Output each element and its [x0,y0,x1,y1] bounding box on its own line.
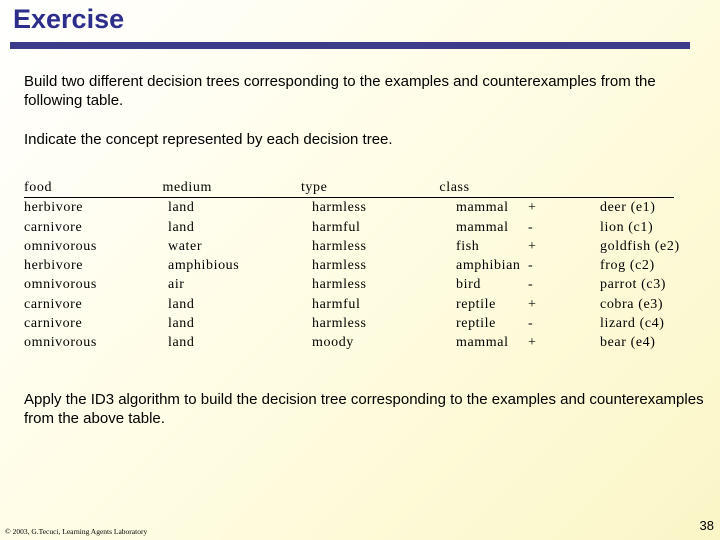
cell-type: harmless [312,238,367,254]
footer-copyright: © 2003, G.Tecuci, Learning Agents Laboratory [5,527,148,536]
cell-class: reptile [456,296,496,312]
cell-label: + [528,238,537,254]
cell-type: harmless [312,316,367,332]
cell-food: carnivore [24,316,83,332]
slide-title: Exercise [13,4,125,34]
cell-type: harmless [312,258,367,274]
header-example [578,178,674,197]
cell-type: harmless [312,200,367,216]
cell-food: omnivorous [24,277,97,293]
cell-food: carnivore [24,296,83,312]
table-row [24,275,700,294]
cell-example: cobra (e3) [600,296,664,312]
cell-class: mammal [456,335,509,351]
cell-example: lion (c1) [600,219,654,235]
page-number: 38 [699,518,714,533]
cell-example: frog (c2) [600,258,655,274]
examples-table [24,178,700,353]
table-row [24,237,700,256]
cell-medium: amphibious [168,258,240,274]
header-medium: medium [162,180,212,195]
table-row [24,314,700,333]
cell-type: harmful [312,296,361,312]
cell-label: + [528,200,537,216]
table-row [24,295,700,314]
cell-medium: land [168,200,195,216]
instruction-apply-id3: Apply the ID3 algorithm to build the decision tree corresponding to the examples and counterexamples from the above table. [24,391,704,427]
table-row [24,218,700,237]
cell-example: deer (e1) [600,200,656,216]
cell-class: mammal [456,200,509,216]
cell-class: bird [456,277,481,293]
cell-type: harmless [312,277,367,293]
cell-label: - [528,277,534,293]
header-label [509,178,578,197]
cell-example: bear (e4) [600,335,656,351]
cell-class: amphibian [456,258,521,274]
cell-medium: land [168,335,195,351]
cell-type: harmful [312,219,361,235]
cell-food: omnivorous [24,238,97,254]
cell-class: reptile [456,316,496,332]
cell-medium: land [168,316,195,332]
cell-label: + [528,296,537,312]
cell-label: - [528,219,534,235]
cell-food: omnivorous [24,335,97,351]
instruction-indicate-concept: Indicate the concept represented by each decision tree. [24,131,393,148]
cell-medium: land [168,219,195,235]
table-row [24,198,700,217]
table-row [24,256,700,275]
header-class: class [439,180,470,195]
cell-food: herbivore [24,258,84,274]
cell-food: herbivore [24,200,84,216]
cell-class: fish [456,238,480,254]
cell-food: carnivore [24,219,83,235]
table-header [24,178,674,198]
instruction-build-trees: Build two different decision trees corresponding to the examples and counterexamples from the following table. [24,73,656,109]
cell-medium: land [168,296,195,312]
header-food: food [24,180,53,195]
cell-medium: air [168,277,185,293]
cell-label: - [528,316,534,332]
cell-type: moody [312,335,354,351]
cell-label: + [528,335,537,351]
cell-example: goldfish (e2) [600,238,680,254]
title-underline [10,42,690,49]
table-row [24,333,700,352]
cell-example: lizard (c4) [600,316,665,332]
header-type: type [300,180,328,195]
cell-example: parrot (c3) [600,277,667,293]
cell-class: mammal [456,219,509,235]
cell-label: - [528,258,534,274]
cell-medium: water [168,238,203,254]
